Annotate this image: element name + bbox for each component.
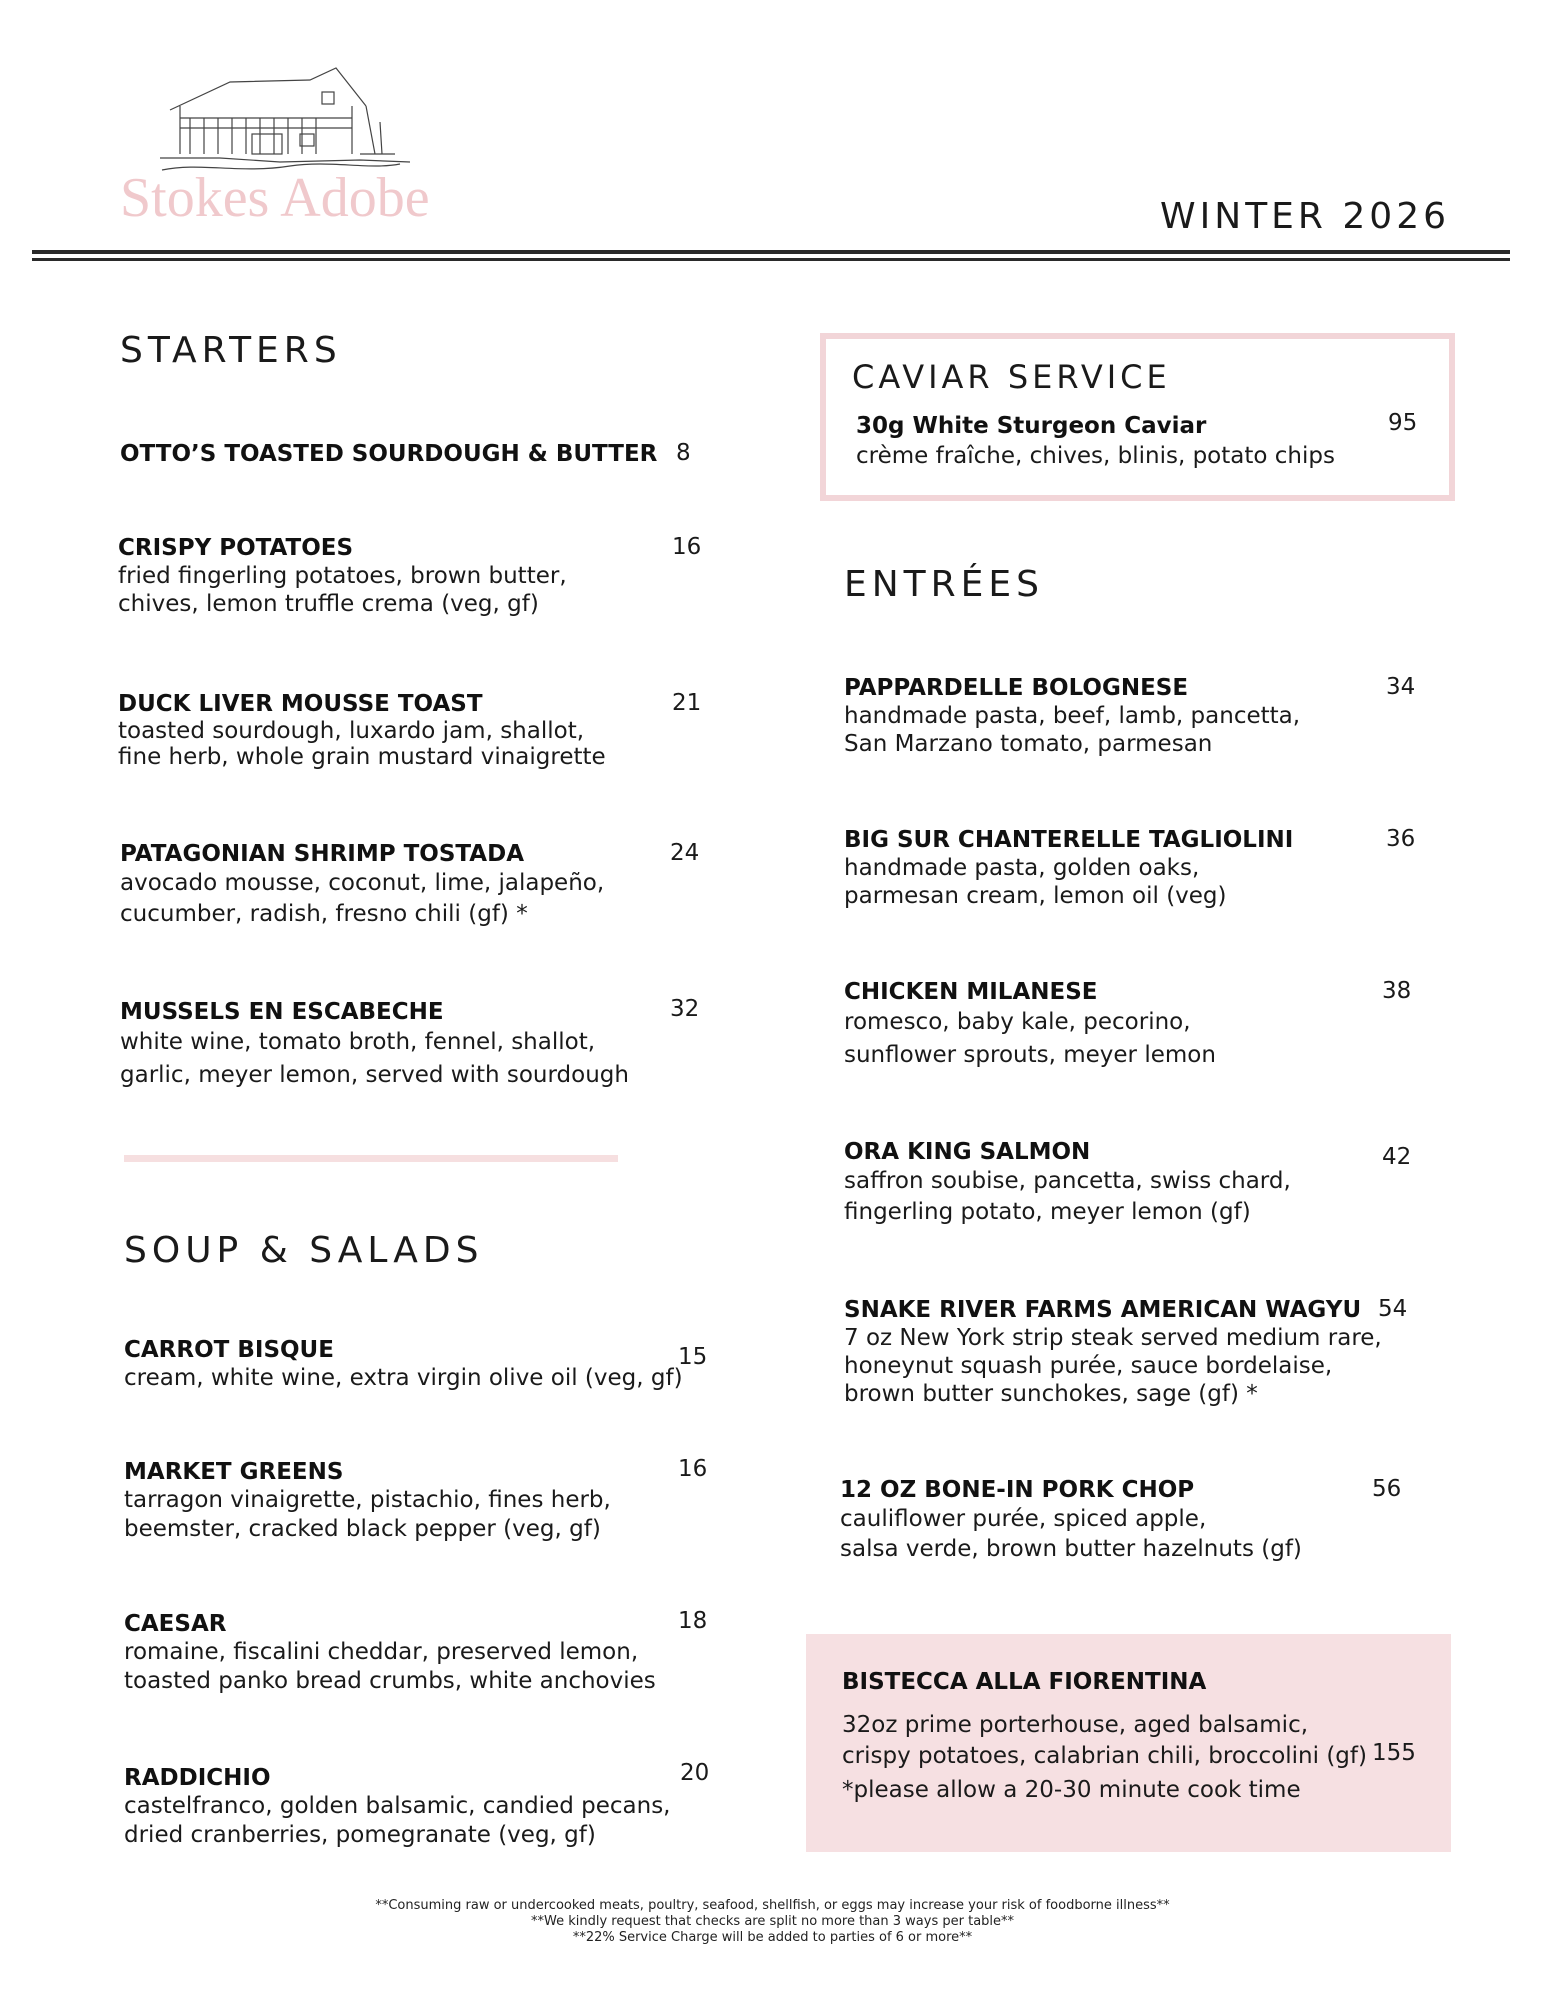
brand-name: Stokes Adobe <box>120 167 430 229</box>
item-desc: crispy potatoes, calabrian chili, broccolini (gf) <box>842 1743 1367 1769</box>
item-price: 20 <box>680 1760 710 1786</box>
item-name: PAPPARDELLE BOLOGNESE <box>844 675 1189 701</box>
item-name: CARROT BISQUE <box>124 1337 334 1363</box>
item-desc: castelfranco, golden balsamic, candied pecans, <box>124 1793 671 1819</box>
item-desc: sunflower sprouts, meyer lemon <box>844 1042 1216 1068</box>
item-price: 42 <box>1382 1144 1412 1170</box>
season-title: WINTER 2026 <box>1160 196 1450 237</box>
header-rule-bottom <box>32 258 1510 261</box>
item-name: MARKET GREENS <box>124 1459 344 1485</box>
item-price: 16 <box>678 1456 708 1482</box>
item-desc: fine herb, whole grain mustard vinaigrette <box>118 744 606 770</box>
footer-note: **We kindly request that checks are split no more than 3 ways per table** <box>530 1914 1015 1929</box>
item-price: 155 <box>1372 1740 1416 1766</box>
item-name: RADDICHIO <box>124 1765 271 1791</box>
item-desc: cauliflower purée, spiced apple, <box>840 1506 1207 1532</box>
item-name: DUCK LIVER MOUSSE TOAST <box>118 691 483 717</box>
header-rule-top <box>32 250 1510 254</box>
item-desc: salsa verde, brown butter hazelnuts (gf) <box>840 1536 1302 1562</box>
menu-item <box>856 412 1335 472</box>
adobe-house-sketch-icon <box>160 62 410 172</box>
item-desc: dried cranberries, pomegranate (veg, gf) <box>124 1822 596 1848</box>
item-name: 12 OZ BONE-IN PORK CHOP <box>840 1477 1195 1503</box>
item-desc: parmesan cream, lemon oil (veg) <box>844 883 1227 909</box>
item-price: 38 <box>1382 978 1412 1004</box>
item-desc: *please allow a 20-30 minute cook time <box>842 1777 1301 1803</box>
item-name: 30g White Sturgeon Caviar <box>856 413 1207 439</box>
item-price: 21 <box>672 690 702 716</box>
caviar-title: CAVIAR SERVICE <box>852 358 1171 396</box>
footer-notes <box>200 1898 1345 1946</box>
starters-title: STARTERS <box>120 330 342 371</box>
item-desc: romesco, baby kale, pecorino, <box>844 1009 1191 1035</box>
menu-item <box>844 978 1216 1072</box>
item-price: 18 <box>678 1608 708 1634</box>
item-price: 32 <box>670 996 700 1022</box>
item-desc: cucumber, radish, fresno chili (gf) * <box>120 901 528 927</box>
menu-item <box>840 1476 1302 1564</box>
menu-item <box>118 690 606 770</box>
footer-note: **Consuming raw or undercooked meats, poultry, seafood, shellfish, or eggs may increase your risk of foodborne illness** <box>375 1898 1170 1913</box>
footer-note: **22% Service Charge will be added to parties of 6 or more** <box>572 1930 973 1945</box>
item-price: 24 <box>670 840 700 866</box>
menu-item <box>124 1458 611 1544</box>
item-name: CAESAR <box>124 1611 227 1637</box>
item-desc: romaine, fiscalini cheddar, preserved lemon, <box>124 1639 639 1665</box>
item-desc: chives, lemon truffle crema (veg, gf) <box>118 591 539 617</box>
item-desc: toasted sourdough, luxardo jam, shallot, <box>118 718 585 744</box>
item-desc: saffron soubise, pancetta, swiss chard, <box>844 1168 1291 1194</box>
menu-item <box>842 1668 1367 1808</box>
menu-item <box>844 1296 1382 1408</box>
item-desc: fingerling potato, meyer lemon (gf) <box>844 1199 1251 1225</box>
section-divider <box>124 1155 618 1162</box>
item-desc: cream, white wine, extra virgin olive oil (veg, gf) <box>124 1365 683 1391</box>
item-desc: handmade pasta, golden oaks, <box>844 855 1200 881</box>
menu-item <box>844 826 1293 910</box>
item-price: 95 <box>1388 410 1418 436</box>
item-name: MUSSELS EN ESCABECHE <box>120 999 444 1025</box>
item-desc: garlic, meyer lemon, served with sourdough <box>120 1062 629 1088</box>
item-desc: handmade pasta, beef, lamb, pancetta, <box>844 703 1301 729</box>
item-price: 36 <box>1386 826 1416 852</box>
item-name: CHICKEN MILANESE <box>844 979 1098 1005</box>
item-desc: avocado mousse, coconut, lime, jalapeño, <box>120 870 605 896</box>
item-price: 56 <box>1372 1476 1402 1502</box>
item-price: 34 <box>1386 674 1416 700</box>
menu-item <box>120 840 604 930</box>
item-desc: beemster, cracked black pepper (veg, gf) <box>124 1516 601 1542</box>
item-desc: honeynut squash purée, sauce bordelaise, <box>844 1353 1333 1379</box>
menu-item <box>124 1336 683 1392</box>
item-desc: fried fingerling potatoes, brown butter, <box>118 563 567 589</box>
item-price: 15 <box>678 1344 708 1370</box>
item-name: SNAKE RIVER FARMS AMERICAN WAGYU <box>844 1297 1362 1323</box>
entrees-title: ENTRÉES <box>844 564 1045 605</box>
item-name: BISTECCA ALLA FIORENTINA <box>842 1669 1207 1695</box>
item-name: ORA KING SALMON <box>844 1139 1091 1165</box>
item-name: PATAGONIAN SHRIMP TOSTADA <box>120 841 524 867</box>
menu-item <box>118 534 567 618</box>
menu-item <box>120 998 629 1092</box>
item-price: 16 <box>672 534 702 560</box>
item-price: 8 <box>676 440 691 466</box>
item-desc: tarragon vinaigrette, pistachio, fines herb, <box>124 1487 611 1513</box>
menu-item <box>124 1610 656 1696</box>
item-name: OTTO’S TOASTED SOURDOUGH & BUTTER <box>120 441 658 467</box>
soup-salads-title: SOUP & SALADS <box>124 1230 484 1271</box>
item-name: BIG SUR CHANTERELLE TAGLIOLINI <box>844 827 1294 853</box>
item-desc: 7 oz New York strip steak served medium rare, <box>844 1325 1382 1351</box>
item-desc: toasted panko bread crumbs, white anchovies <box>124 1668 656 1694</box>
item-desc: crème fraîche, chives, blinis, potato chips <box>856 443 1335 469</box>
menu-item <box>124 1764 671 1850</box>
item-desc: 32oz prime porterhouse, aged balsamic, <box>842 1712 1309 1738</box>
menu-item <box>844 674 1300 758</box>
item-desc: brown butter sunchokes, sage (gf) * <box>844 1381 1258 1407</box>
item-desc: white wine, tomato broth, fennel, shallot, <box>120 1029 596 1055</box>
menu-item <box>844 1138 1291 1228</box>
item-name: CRISPY POTATOES <box>118 535 354 561</box>
item-desc: San Marzano tomato, parmesan <box>844 731 1213 757</box>
item-price: 54 <box>1378 1296 1408 1322</box>
menu-item <box>120 440 657 468</box>
